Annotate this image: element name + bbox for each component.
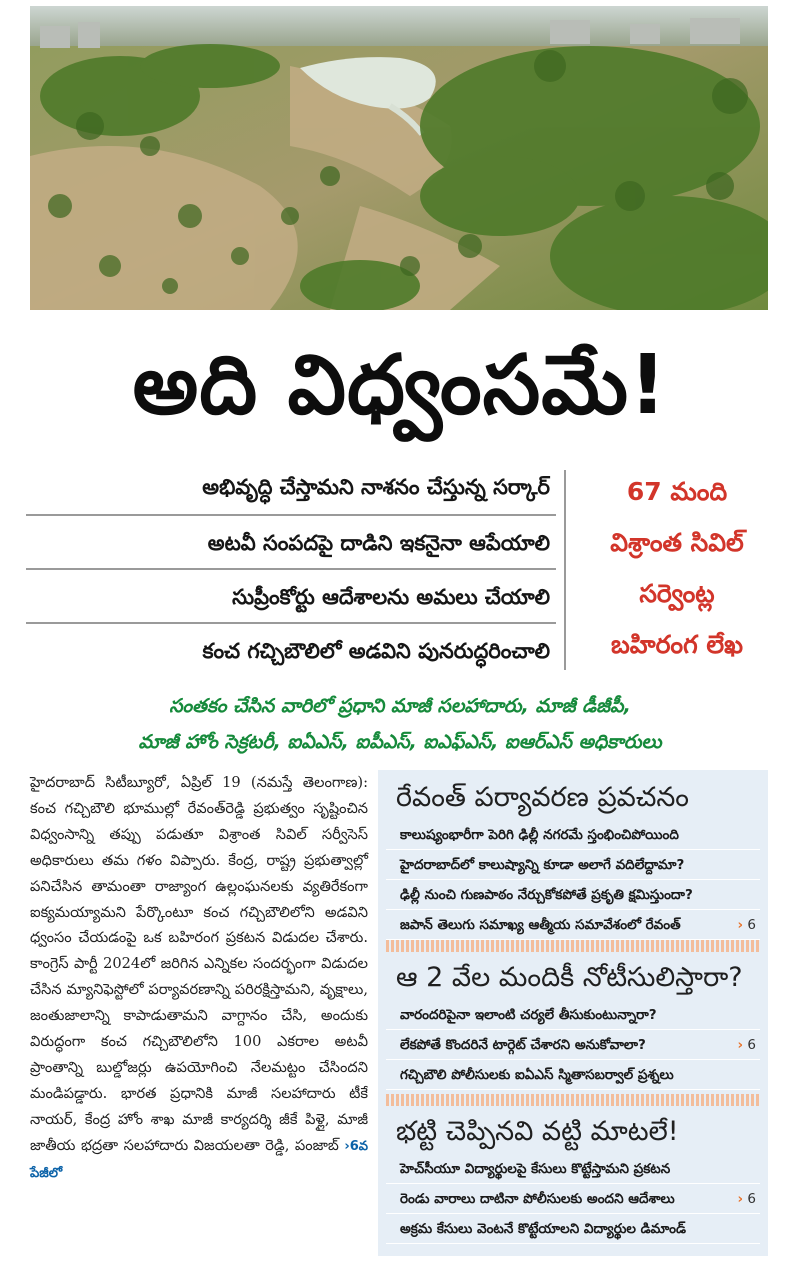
page-ref-number: 6 [747,1191,756,1207]
chevron-right-icon: › [737,1191,744,1207]
article-body [30,770,368,1187]
side-note-line: 67 మంది [626,477,728,506]
news-line: అక్రమ కేసులు వెంటనే కొట్టేయాలని విద్యార్థుల డిమాండ్ [386,1214,760,1244]
news-box-notices [386,956,760,1090]
key-points-list [26,460,556,676]
key-point: అభివృద్ధి చేస్తామని నాశనం చేస్తున్న సర్కార్ [202,475,550,499]
chevron-right-icon: › [737,917,744,933]
article-text [30,770,368,1187]
side-note-line: సర్వెంట్ల [639,579,715,608]
news-box-title: ఆ 2 వేల మందికీ నోటీసులిస్తారా? [396,962,743,993]
key-point: సుప్రీంకోర్టు ఆదేశాలను అమలు చేయాలి [26,568,556,622]
signatories-line: మాజీ హోం సెక్రటరీ, ఐఏఎస్, ఐపీఎస్, ఐఎఫ్ఎస్, ఐఆర్ఎస్ అధికారులు [138,731,662,753]
news-line-text: రెండు వారాలు దాటినా పోలీసులకు అందని ఆదేశాలు [400,1191,675,1207]
column-divider [564,470,566,670]
article-paragraph: హైదరాబాద్ సిటీబ్యూరో, ఏప్రిల్ 19 (నమస్తే తెలంగాణ): కంచ గచ్చిబౌలి భూముల్లో రేవంత్‌రెడ్డి ప్రభుత్వం సృష్టించిన విధ్వంసాన్ని తప్పు పడుతూ విశ్రాంత సివిల్ సర్వీసెస్ అధికారులు తమ గళం విప్పారు. కేంద్ర, రాష్ట్ర ప్రభుత్వాల్లో పనిచేసిన తామంతా రాజ్యాంగ ఉల్లంఘనలకు వ్యతిరేకంగా ఐక్యమయ్యామని పేర్కొంటూ కంచ గచ్చిబౌలిలోని అడవిని ధ్వంసం చేయడంపై ఒక బహిరంగ ప్రకటన విడుదల చేశారు. కాంగ్రెస్ పార్టీ 2024లో జరిగిన ఎన్నికల సందర్భంగా విడుదల చేసిన మ్యానిఫెస్టోలో పర్యావరణాన్ని పరిరక్షిస్తామని, వృక్షాలు, జంతుజాలాన్ని కాపాడుతామని వాగ్దానం చేసి, అందుకు విరుద్ధంగా కంచ గచ్చిబౌలిలోని 100 ఎకరాల అటవీ ప్రాంతాన్ని బుల్డోజర్లు ఉపయోగించి నేలమట్టం చేసిందని మండిపడ్డారు. భారత ప్రధానికి మాజీ సలహాదారు టీకే నాయర్, కేంద్ర హోం శాఖ మాజీ కార్యదర్శి జీకే పిళ్లై, మాజీ జాతీయ భద్రతా సలహాదారు విజయలతా రెడ్డి, పంజాబ్ [30,774,368,1154]
news-box-title: భట్టి చెప్పినవి వట్టి మాటలే! [396,1116,679,1147]
page-ref-number: 6 [747,1037,756,1053]
news-line: గచ్చిబౌలి పోలీసులకు ఐఏఎస్ స్మితాసబర్వాల్ ప్రశ్నలు [386,1060,760,1090]
chevron-right-icon: › [737,1037,744,1053]
related-news-panel [378,770,768,1256]
news-line: హెచ్‌సీయూ విద్యార్థులపై కేసులు కొట్టేస్తామని ప్రకటన [386,1154,760,1184]
key-point: అటవీ సంపదపై దాడిని ఇకనైనా ఆపేయాలి [26,514,556,568]
news-line: ఢిల్లీ నుంచి గుణపాఠం నేర్చుకోకపోతే ప్రకృతి క్షమిస్తుందా? [386,880,760,910]
news-box-revanth [386,776,760,940]
signatories-line: సంతకం చేసిన వారిలో ప్రధాని మాజీ సలహాదారు, మాజీ డీజీపీ, [169,695,631,717]
headline: అది విధ్వంసమే! [132,338,668,433]
signatories-subhead [40,688,760,760]
news-line [386,1030,760,1060]
page-ref[interactable] [738,910,756,940]
news-line [386,910,760,940]
news-line-text: జపాన్ తెలుగు సమాఖ్య ఆత్మీయ సమావేశంలో రేవంత్ [400,917,681,933]
news-line: హైదరాబాద్‌లో కాలుష్యాన్ని కూడా అలాగే వదిలేద్దామా? [386,850,760,880]
side-note [572,466,782,670]
page-ref[interactable] [738,1030,756,1060]
section-separator [386,1094,760,1106]
news-box-bhatti [386,1110,760,1244]
side-note-line: విశ్రాంత సివిల్ [610,528,744,557]
section-separator [386,940,760,952]
page-ref-number: 6 [747,917,756,933]
news-line: వారందరిపైనా ఇలాంటి చర్యలే తీసుకుంటున్నారా? [386,1000,760,1030]
chevron-right-icon: › [344,1138,350,1154]
continued-label: 6వ పేజీలో [30,1138,369,1181]
news-line [386,1184,760,1214]
news-line: కాలుష్యంభారీగా పెరిగి ఢిల్లీ నగరమే స్తంభించిపోయింది [386,820,760,850]
page-ref[interactable] [738,1184,756,1214]
key-point: కంచ గచ్చిబౌలిలో అడవిని పునరుద్ధరించాలి [26,622,556,676]
side-note-line: బహిరంగ లేఖ [611,630,743,659]
aerial-forest-photo [30,6,768,310]
news-line-text: లేకపోతే కొందరినే టార్గెట్ చేశారని అనుకోవాలా? [400,1037,646,1053]
news-box-title: రేవంత్ పర్యావరణ ప్రవచనం [396,782,689,813]
